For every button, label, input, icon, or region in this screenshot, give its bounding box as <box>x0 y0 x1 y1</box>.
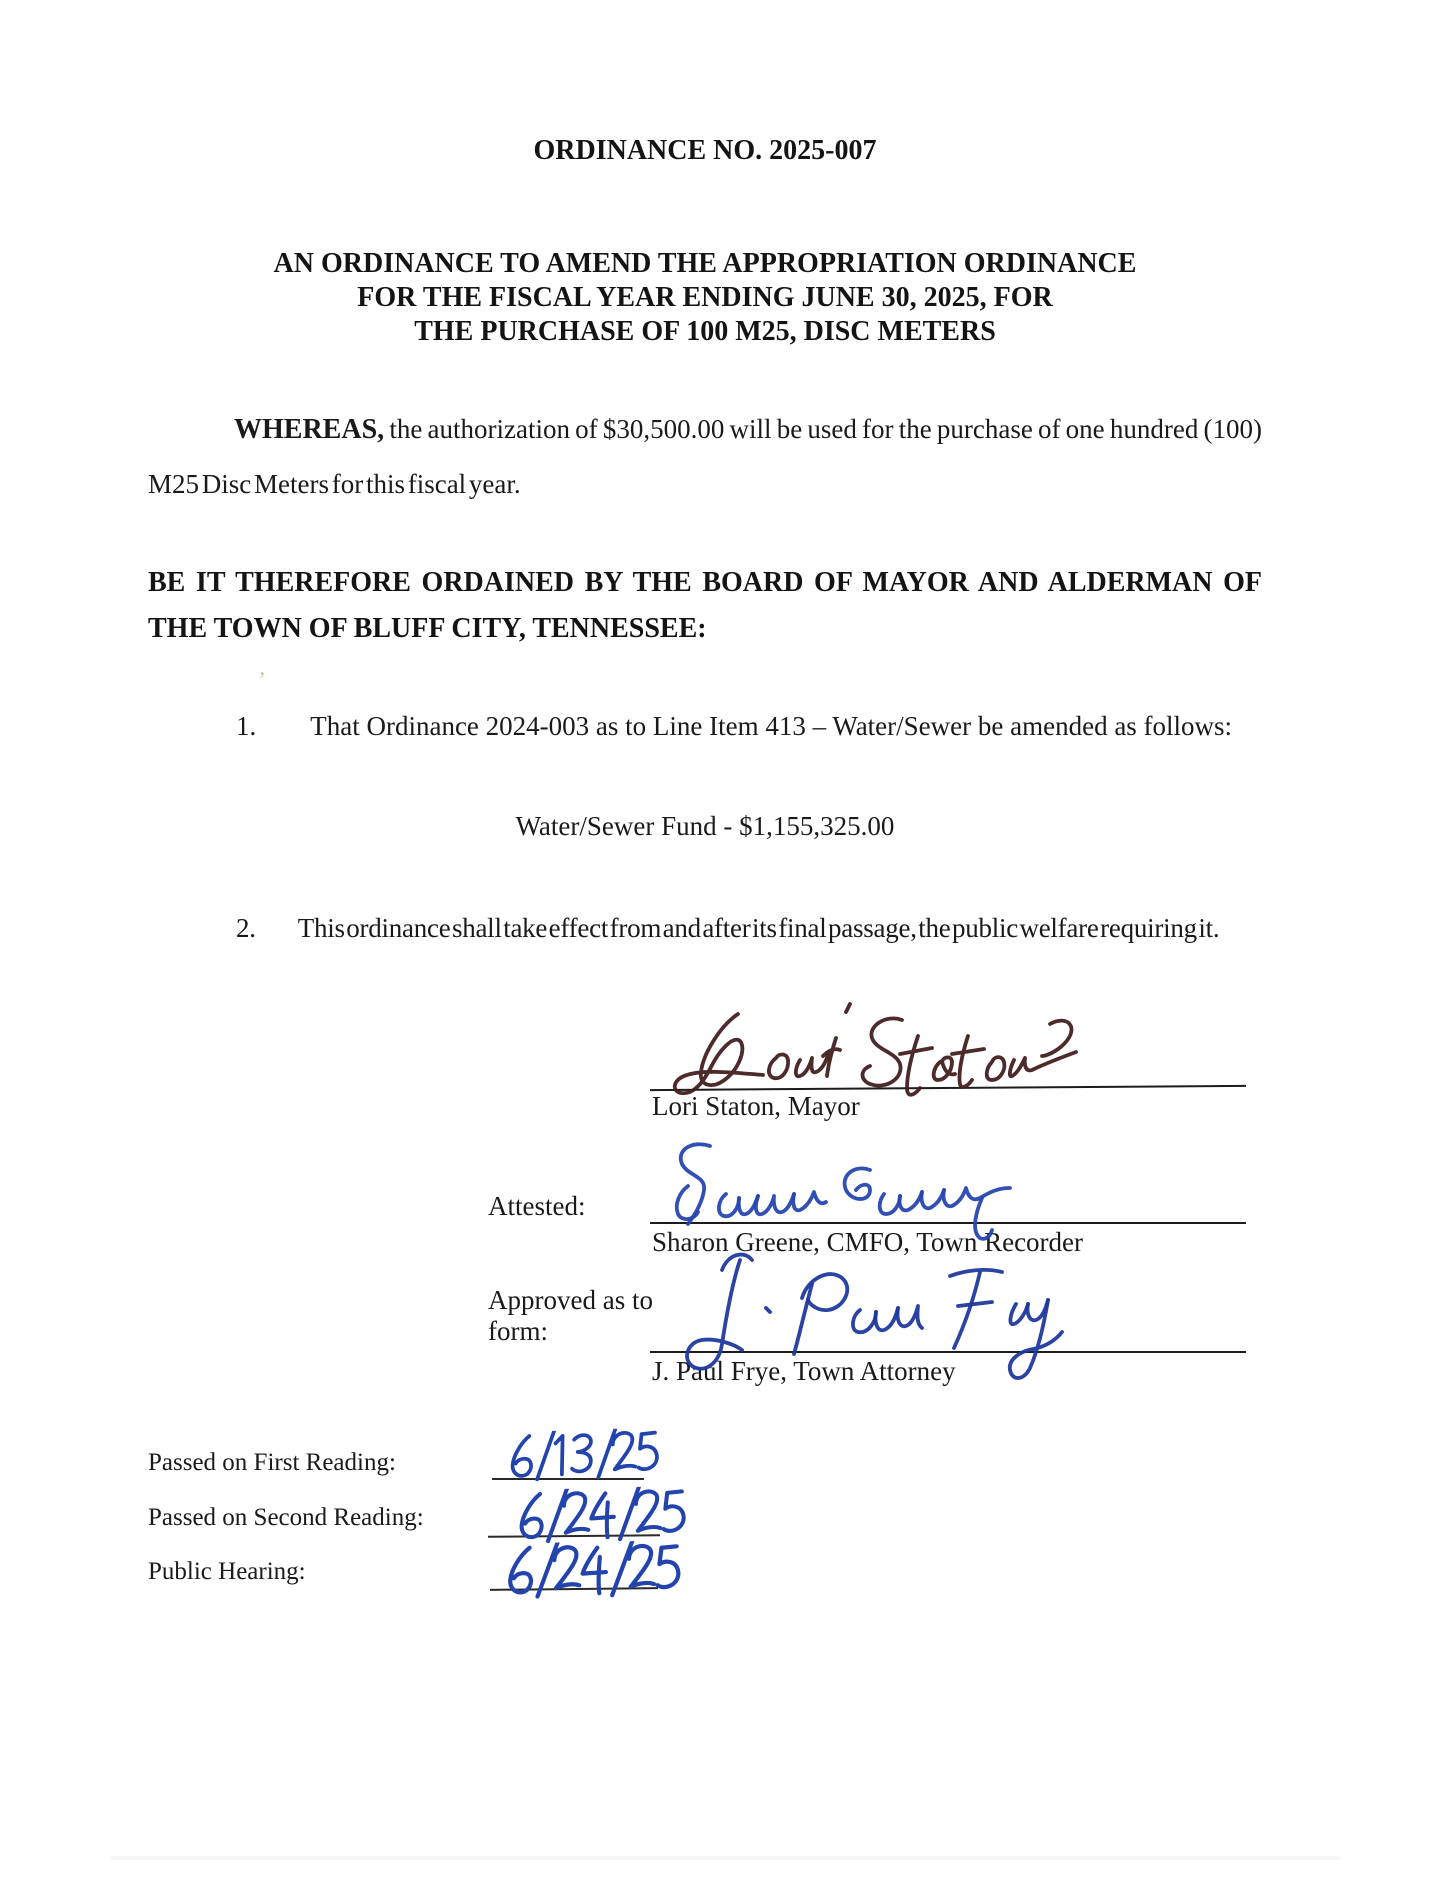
heading-line-1: AN ORDINANCE TO AMEND THE APPROPRIATION ORDINANCE <box>273 248 1137 279</box>
recorder-signature-line <box>650 1222 1246 1224</box>
attorney-signature-label: J. Paul Frye, Town Attorney <box>652 1356 956 1386</box>
first-reading-date-handwriting <box>499 1427 661 1488</box>
ordained-clause: BE IT THEREFORE ORDAINED BY THE BOARD OF MAYOR AND ALDERMAN OF THE TOWN OF BLUFF CITY, TENNESSEE: <box>148 567 1262 644</box>
public-hearing-label: Public Hearing: <box>148 1558 306 1585</box>
approved-as-to-form-label: Approved as to form: <box>488 1285 653 1346</box>
ordinance-number-title: ORDINANCE NO. 2025-007 <box>533 135 877 166</box>
scan-artifact-mark: ’ <box>258 668 266 694</box>
ordinance-heading <box>148 247 1262 349</box>
mayor-signature-line <box>650 1085 1246 1091</box>
mayor-signature-label: Lori Staton, Mayor <box>652 1091 860 1121</box>
attorney-signature-line <box>650 1351 1246 1353</box>
item-2-number: 2. <box>236 913 256 943</box>
whereas-lead: WHEREAS, <box>234 414 385 445</box>
public-hearing-date-handwriting <box>495 1540 682 1604</box>
whereas-text: the authorization of $30,500.00 will be used for the purchase of one hundred (100) M25 Disc Meters for this fiscal year. <box>148 414 1262 499</box>
scan-smudge-artifact <box>110 1856 1340 1860</box>
first-reading-label: Passed on First Reading: <box>148 1449 396 1476</box>
fund-amount-line: Water/Sewer Fund - $1,155,325.00 <box>515 811 895 841</box>
heading-line-3: THE PURCHASE OF 100 M25, DISC METERS <box>414 316 996 347</box>
item-2-text: This ordinance shall take effect from and after its final passage, the public welfare requiring it. <box>297 913 1220 943</box>
recorder-signature-label: Sharon Greene, CMFO, Town Recorder <box>652 1227 1084 1257</box>
item-1-text: That Ordinance 2024-003 as to Line Item 413 – Water/Sewer be amended as follows: <box>310 711 1233 741</box>
whereas-clause <box>148 402 1262 512</box>
item-1-number: 1. <box>236 711 257 741</box>
second-reading-label: Passed on Second Reading: <box>148 1504 424 1531</box>
ordinance-item-1 <box>148 700 1262 753</box>
heading-line-2: FOR THE FISCAL YEAR ENDING JUNE 30, 2025, FOR <box>357 282 1053 313</box>
ordinance-item-2 <box>148 902 1262 955</box>
attested-label: Attested: <box>488 1191 586 1221</box>
